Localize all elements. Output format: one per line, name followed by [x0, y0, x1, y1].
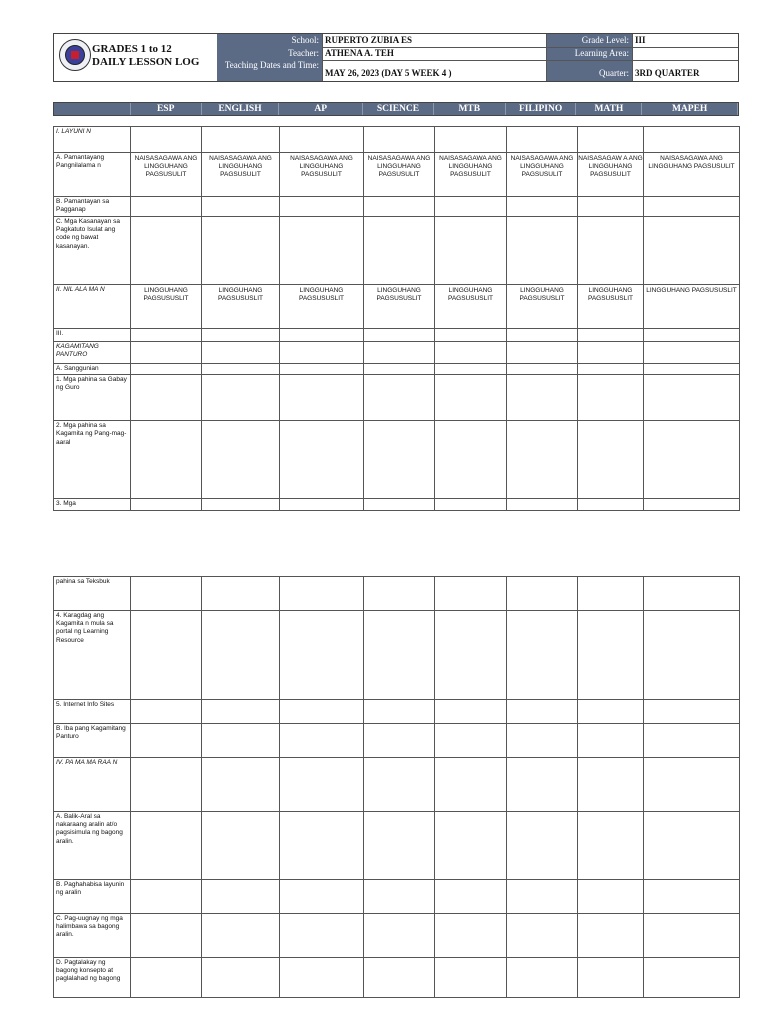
table-cell — [507, 577, 578, 611]
table-cell — [644, 812, 740, 880]
table-cell — [202, 217, 280, 285]
table-cell — [280, 914, 364, 958]
title-line2: DAILY LESSON LOG — [92, 56, 200, 68]
table-cell — [507, 880, 578, 914]
table-cell — [435, 364, 507, 375]
row-label: 1. Mga pahina sa Gabay ng Guro — [54, 375, 131, 421]
table-cell — [578, 342, 644, 364]
table-cell — [131, 217, 202, 285]
table-cell — [364, 958, 435, 998]
table-cell: NAISASAGAW A ANG LINGGUHANG PAGSUSULIT — [578, 153, 644, 197]
table-row — [54, 577, 740, 611]
table-cell — [202, 611, 280, 700]
table-cell — [280, 127, 364, 153]
grade-level-label: Grade Level: — [546, 34, 632, 47]
table-cell — [578, 375, 644, 421]
table-cell: NAISASAGAWA ANG LINGGUHANG PAGSUSULIT — [202, 153, 280, 197]
table-cell — [435, 724, 507, 758]
table-cell — [578, 499, 644, 511]
table-cell — [364, 375, 435, 421]
table-row — [54, 758, 740, 812]
table-cell: LINGGUHANG PAGSUSUSLIT — [202, 285, 280, 329]
table-cell — [280, 758, 364, 812]
subject-mtb: MTB — [434, 103, 506, 115]
deped-seal-icon — [59, 39, 91, 71]
table-cell — [131, 611, 202, 700]
table-cell — [202, 499, 280, 511]
row-label: A. Sanggunian — [54, 364, 131, 375]
table-cell — [644, 197, 740, 217]
school-value: RUPERTO ZUBIA ES — [325, 35, 413, 45]
table-cell: LINGGUHANG PAGSUSUSLIT — [280, 285, 364, 329]
table-cell — [578, 217, 644, 285]
table-cell — [578, 880, 644, 914]
table-cell: LINGGUHANG PAGSUSUSLIT — [578, 285, 644, 329]
table-cell: NAISASAGAWA ANG LINGGUHANG PAGSUSULIT — [644, 153, 740, 197]
table-cell — [131, 914, 202, 958]
subject-header-bar — [53, 102, 739, 116]
table-cell — [280, 499, 364, 511]
table-cell — [131, 197, 202, 217]
table-cell — [202, 342, 280, 364]
row-label: 2. Mga pahina sa Kagamita ng Pang-mag-aaral — [54, 421, 131, 499]
table-cell — [280, 958, 364, 998]
table-cell — [364, 499, 435, 511]
table-row — [54, 958, 740, 998]
table-cell — [644, 217, 740, 285]
table-cell — [435, 700, 507, 724]
table-row — [54, 611, 740, 700]
lesson-grid-page1 — [53, 126, 740, 511]
school-label: School: — [217, 34, 322, 47]
row-label: 5. Internet Info Sites — [54, 700, 131, 724]
table-cell — [578, 197, 644, 217]
table-row — [54, 499, 740, 511]
table-cell — [280, 217, 364, 285]
table-cell — [435, 217, 507, 285]
table-cell — [435, 499, 507, 511]
table-cell — [131, 724, 202, 758]
table-cell — [364, 421, 435, 499]
table-cell — [644, 611, 740, 700]
table-cell — [644, 421, 740, 499]
subject-ap: AP — [279, 103, 363, 115]
table-cell — [507, 724, 578, 758]
table-cell — [364, 724, 435, 758]
row-label: B. Pamantayan sa Pagganap — [54, 197, 131, 217]
table-cell — [578, 700, 644, 724]
table-cell — [578, 758, 644, 812]
table-cell — [202, 700, 280, 724]
table-cell — [202, 127, 280, 153]
table-cell — [435, 758, 507, 812]
table-row — [54, 880, 740, 914]
table-cell: LINGGUHANG PAGSUSUSLIT — [131, 285, 202, 329]
table-cell: LINGGUHANG PAGSUSUSLIT — [507, 285, 578, 329]
table-row — [54, 700, 740, 724]
table-cell — [202, 880, 280, 914]
row-label: C. Pag-uugnay ng mga halimbawa sa bagong aralin. — [54, 914, 131, 958]
table-cell — [364, 700, 435, 724]
table-cell — [578, 724, 644, 758]
table-cell — [202, 375, 280, 421]
table-cell — [644, 577, 740, 611]
table-row — [54, 285, 740, 329]
table-cell — [280, 724, 364, 758]
table-cell — [131, 364, 202, 375]
table-cell — [644, 375, 740, 421]
row-label: IV. PA MA MA RAA N — [54, 758, 131, 812]
table-cell — [644, 329, 740, 342]
table-cell — [202, 197, 280, 217]
table-cell — [202, 914, 280, 958]
subject-corner — [54, 103, 131, 115]
table-cell — [364, 611, 435, 700]
dates-value: MAY 26, 2023 (DAY 5 WEEK 4 ) — [325, 68, 452, 78]
table-cell — [131, 342, 202, 364]
row-label: A. Pamantayang Pangnilalama n — [54, 153, 131, 197]
row-label: 3. Mga — [54, 499, 131, 511]
table-cell — [280, 880, 364, 914]
row-label: III. — [54, 329, 131, 342]
table-cell — [644, 758, 740, 812]
table-row — [54, 724, 740, 758]
table-cell — [507, 812, 578, 880]
row-label: C. Mga Kasanayan sa Pagkatuto Isulat ang code ng bawat kasanayan. — [54, 217, 131, 285]
row-label: KAGAMITANG PANTURO — [54, 342, 131, 364]
table-cell — [644, 127, 740, 153]
title-line1: GRADES 1 to 12 — [92, 43, 172, 55]
table-cell — [435, 577, 507, 611]
table-cell — [507, 375, 578, 421]
table-cell — [202, 329, 280, 342]
row-label: I. LAYUNI N — [54, 127, 131, 153]
table-cell — [131, 812, 202, 880]
table-row — [54, 421, 740, 499]
subject-filipino: FILIPINO — [506, 103, 577, 115]
table-cell — [202, 812, 280, 880]
table-cell — [280, 611, 364, 700]
table-cell — [644, 342, 740, 364]
table-cell — [280, 577, 364, 611]
table-cell — [280, 329, 364, 342]
table-cell — [507, 127, 578, 153]
table-row — [54, 812, 740, 880]
table-cell — [364, 364, 435, 375]
table-cell — [435, 421, 507, 499]
table-cell: LINGGUHANG PAGSUSUSLIT — [364, 285, 435, 329]
dates-label: Teaching Dates and Time: — [217, 60, 322, 81]
grade-level-value: III — [635, 35, 646, 45]
table-cell — [131, 700, 202, 724]
table-row — [54, 127, 740, 153]
table-cell — [435, 880, 507, 914]
row-label: B. Paghahabisa layunin ng aralin — [54, 880, 131, 914]
table-cell — [644, 724, 740, 758]
table-cell — [364, 577, 435, 611]
table-cell — [280, 197, 364, 217]
table-cell: NAISASAGAWA ANG LINGGUHANG PAGSUSULIT — [507, 153, 578, 197]
table-row — [54, 364, 740, 375]
table-cell — [202, 364, 280, 375]
table-cell — [202, 577, 280, 611]
table-cell — [644, 958, 740, 998]
table-cell — [435, 127, 507, 153]
table-cell — [435, 914, 507, 958]
table-cell — [578, 958, 644, 998]
table-cell — [202, 421, 280, 499]
table-cell — [364, 342, 435, 364]
table-cell — [507, 914, 578, 958]
table-cell — [644, 880, 740, 914]
row-label: II. NIL ALA MA N — [54, 285, 131, 329]
table-row — [54, 375, 740, 421]
table-cell — [644, 700, 740, 724]
table-cell — [280, 375, 364, 421]
table-cell — [364, 217, 435, 285]
table-cell — [280, 342, 364, 364]
table-row — [54, 329, 740, 342]
table-cell — [507, 217, 578, 285]
table-cell — [507, 329, 578, 342]
table-cell — [507, 499, 578, 511]
table-cell — [280, 364, 364, 375]
table-cell — [435, 812, 507, 880]
table-row — [54, 197, 740, 217]
table-cell: NAISASAGAWA ANG LINGGUHANG PAGSUSULIT — [435, 153, 507, 197]
subject-mapeh: MAPEH — [642, 103, 738, 115]
row-label: 4. Karagdag ang Kagamita n mula sa portal ng Learning Resource — [54, 611, 131, 700]
table-cell — [131, 577, 202, 611]
lesson-grid-page2 — [53, 576, 740, 998]
table-cell — [280, 812, 364, 880]
table-cell — [507, 421, 578, 499]
table-cell — [507, 611, 578, 700]
row-label: A. Balik-Aral sa nakaraang aralin at/o pagsisimula ng bagong aralin. — [54, 812, 131, 880]
table-cell — [578, 127, 644, 153]
quarter-value: 3RD QUARTER — [635, 68, 700, 78]
table-cell — [364, 329, 435, 342]
table-cell — [578, 329, 644, 342]
table-cell — [507, 364, 578, 375]
table-cell — [644, 914, 740, 958]
table-cell — [578, 812, 644, 880]
table-cell — [644, 499, 740, 511]
row-label: pahina sa Teksbuk — [54, 577, 131, 611]
learning-area-label: Learning Area: — [546, 47, 632, 60]
table-cell — [131, 421, 202, 499]
teacher-value: ATHENA A. TEH — [325, 48, 394, 58]
table-cell — [507, 342, 578, 364]
table-cell — [364, 758, 435, 812]
table-cell — [578, 577, 644, 611]
table-cell — [131, 958, 202, 998]
table-cell: LINGGUHANG PAGSUSUSLIT — [435, 285, 507, 329]
table-row — [54, 342, 740, 364]
table-row — [54, 153, 740, 197]
table-row — [54, 217, 740, 285]
subject-math: MATH — [576, 103, 642, 115]
table-cell — [507, 958, 578, 998]
row-label: D. Pagtalakay ng bagong konsepto at paglalahad ng bagong — [54, 958, 131, 998]
table-cell — [364, 127, 435, 153]
table-cell: NAISASAGAWA ANG LINGGUHANG PAGSUSULIT — [364, 153, 435, 197]
table-cell — [202, 724, 280, 758]
table-cell — [435, 329, 507, 342]
subject-esp: ESP — [131, 103, 202, 115]
table-cell — [364, 880, 435, 914]
table-cell — [435, 611, 507, 700]
teacher-label: Teacher: — [217, 47, 322, 60]
table-cell — [507, 700, 578, 724]
table-cell — [578, 914, 644, 958]
table-cell — [578, 611, 644, 700]
table-cell — [131, 329, 202, 342]
table-cell — [435, 375, 507, 421]
table-cell — [578, 364, 644, 375]
table-cell: NAISASAGAWA ANG LINGGUHANG PAGSUSULIT — [131, 153, 202, 197]
table-cell — [435, 197, 507, 217]
table-cell — [131, 499, 202, 511]
table-cell — [280, 700, 364, 724]
table-cell — [280, 421, 364, 499]
table-cell — [435, 958, 507, 998]
table-cell — [202, 758, 280, 812]
table-cell — [364, 197, 435, 217]
table-cell — [202, 958, 280, 998]
table-row — [54, 914, 740, 958]
table-cell — [364, 914, 435, 958]
subject-science: SCIENCE — [363, 103, 434, 115]
subject-english: ENGLISH — [202, 103, 280, 115]
table-cell: LINGGUHANG PAGSUSUSLIT — [644, 285, 740, 329]
table-cell — [644, 364, 740, 375]
table-cell — [131, 127, 202, 153]
row-label: B. Iba pang Kagamitang Panturo — [54, 724, 131, 758]
table-cell — [131, 880, 202, 914]
table-cell — [507, 197, 578, 217]
quarter-label: Quarter: — [546, 60, 632, 81]
table-cell — [578, 421, 644, 499]
lesson-log-header — [53, 33, 739, 82]
table-cell — [131, 758, 202, 812]
table-cell: NAISASAGAWA ANG LINGGUHANG PAGSUSULIT — [280, 153, 364, 197]
table-cell — [435, 342, 507, 364]
table-cell — [507, 758, 578, 812]
table-cell — [364, 812, 435, 880]
table-cell — [131, 375, 202, 421]
